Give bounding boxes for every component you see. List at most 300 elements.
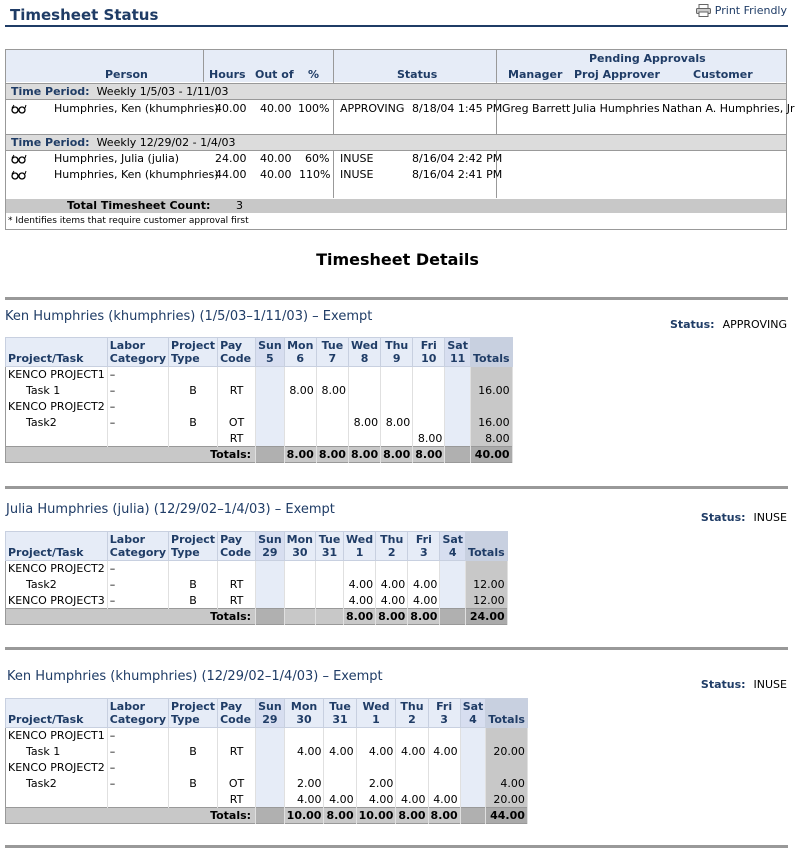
row-total-cell: 12.00 [466,577,508,593]
hours-cell [284,577,315,593]
percent-value: 110% [299,168,331,181]
hours-cell [460,776,486,792]
day-total-cell: 8.00 [324,808,356,824]
hours-cell [316,367,348,383]
task-cell: KENCO PROJECT2 [6,561,108,577]
totals-label: Totals: [6,447,256,463]
col-person: Person [105,68,148,81]
day-total-cell: 8.00 [344,609,376,625]
totals-row [6,609,508,625]
table-row [6,367,513,383]
hours-cell [256,367,285,383]
hours-cell [381,399,413,415]
hours-cell [428,776,460,792]
col-pay-code: Pay Code [218,338,256,367]
hours-cell [445,399,471,415]
hours-cell [316,415,348,431]
hours-cell [316,561,344,577]
out-of-value: 40.00 [260,152,292,165]
labor-cell [107,431,168,447]
labor-cell: – [107,383,168,399]
hours-cell: 4.00 [376,577,408,593]
col-day: Mon 30 [284,699,324,728]
col-customer: Customer [693,68,753,81]
hours-cell: 4.00 [408,593,440,609]
hours-cell [324,776,356,792]
timesheet-status [701,511,787,524]
project-type-cell: B [169,577,218,593]
project-type-cell [169,728,218,744]
col-totals: Totals [486,699,528,728]
pay-code-cell: RT [218,431,256,447]
time-period-value: Weekly 1/5/03 - 1/11/03 [96,85,229,98]
col-project-task: Project/Task [6,532,108,561]
col-day: Tue 31 [316,532,344,561]
col-day: Fri 10 [413,338,445,367]
labor-cell: – [107,593,168,609]
hours-cell: 4.00 [284,792,324,808]
totals-label: Totals: [6,808,256,824]
col-day: Sat 4 [460,699,486,728]
hours-cell [284,431,316,447]
project-type-cell: B [169,593,218,609]
table-row [6,577,508,593]
pay-code-cell [218,561,256,577]
col-day: Thu 9 [381,338,413,367]
project-type-cell [169,760,218,776]
col-percent: % [308,68,320,81]
col-project-task: Project/Task [6,699,108,728]
hours-cell [381,367,413,383]
labor-cell: – [107,367,168,383]
col-labor-category: Labor Category [107,532,168,561]
hours-cell [316,593,344,609]
col-day: Thu 2 [396,699,428,728]
time-period-row [6,83,786,100]
totals-row [6,447,513,463]
time-period-label: Time Period: [11,136,90,149]
col-out-of: Out of [255,68,294,81]
out-of-value: 40.00 [260,102,292,115]
labor-cell: – [107,760,168,776]
pay-code-cell: RT [218,593,256,609]
hours-cell [348,367,380,383]
timesheet-detail-table [5,531,508,625]
task-cell: Task2 [6,415,108,431]
status-row[interactable] [6,167,786,183]
day-total-cell: 8.00 [408,609,440,625]
day-total-cell [440,609,466,625]
hours-cell [256,593,285,609]
totals-label: Totals: [6,609,256,625]
employee-timesheet-title[interactable]: Ken Humphries (khumphries) (12/29/02–1/4/03) – Exempt [7,669,383,684]
timesheet-status-table [5,49,795,230]
task-cell: Task 1 [6,744,108,760]
hours-cell [413,383,445,399]
day-total-cell [445,447,471,463]
person-name[interactable]: Humphries, Ken (khumphries) [54,168,219,181]
day-total-cell: 8.00 [381,447,413,463]
col-project-type: Project Type [169,532,218,561]
hours-cell [381,431,413,447]
project-type-cell [169,792,218,808]
hours-cell [316,431,348,447]
col-day: Sat 11 [445,338,471,367]
status-label: Status: [700,678,746,691]
pay-code-cell [218,760,256,776]
row-total-cell [466,561,508,577]
status-row[interactable] [6,151,786,167]
pay-code-cell: OT [218,776,256,792]
status-row[interactable] [6,101,795,117]
grand-total-cell: 24.00 [466,609,508,625]
col-day: Wed 1 [356,699,396,728]
hours-cell: 8.00 [381,415,413,431]
hours-cell [256,728,285,744]
hours-cell: 4.00 [428,744,460,760]
day-total-cell: 8.00 [376,609,408,625]
col-day: Fri 3 [408,532,440,561]
manager-value: Greg Barrett [502,102,571,115]
grand-total-cell: 40.00 [470,447,512,463]
hours-cell [284,561,315,577]
row-total-cell [470,367,512,383]
hours-cell [256,792,285,808]
hours-cell [284,760,324,776]
row-total-cell [470,399,512,415]
hours-cell: 4.00 [376,593,408,609]
timesheet-detail-table [5,698,528,824]
status-date: 8/18/04 1:45 PM [412,102,503,115]
table-row [6,593,508,609]
hours-cell: 4.00 [324,744,356,760]
pay-code-cell [218,728,256,744]
labor-cell: – [107,776,168,792]
hours-cell [396,760,428,776]
col-day: Fri 3 [428,699,460,728]
detail-header-row [6,338,513,367]
row-total-cell: 12.00 [466,593,508,609]
hours-cell: 8.00 [316,383,348,399]
time-period-value: Weekly 12/29/02 - 1/4/03 [96,136,236,149]
task-cell: KENCO PROJECT2 [6,760,108,776]
hours-cell [460,792,486,808]
col-project-type: Project Type [169,338,218,367]
hours-cell [316,399,348,415]
col-day: Sun 29 [256,532,285,561]
pay-code-cell: RT [218,577,256,593]
hours-cell [256,399,285,415]
row-total-cell: 20.00 [486,792,528,808]
detail-header-row [6,532,508,561]
hours-cell [344,561,376,577]
print-friendly-link[interactable] [696,4,787,17]
customer-value: Nathan A. Humphries, Jr [662,102,795,115]
hours-cell: 4.00 [428,792,460,808]
hours-cell: 4.00 [408,577,440,593]
status-value: APPROVING [340,102,405,115]
view-glasses-icon[interactable] [11,167,27,183]
pay-code-cell: RT [218,383,256,399]
pay-code-cell: RT [218,792,256,808]
col-labor-category: Labor Category [107,699,168,728]
col-day: Thu 2 [376,532,408,561]
status-date: 8/16/04 2:41 PM [412,168,503,181]
employee-timesheet-title[interactable]: Ken Humphries (khumphries) (1/5/03–1/11/03) – Exempt [5,309,373,324]
row-total-cell: 20.00 [486,744,528,760]
row-total-cell [486,728,528,744]
col-totals: Totals [466,532,508,561]
status-table-header [6,50,786,82]
labor-cell: – [107,744,168,760]
hours-cell [348,383,380,399]
task-cell [6,431,108,447]
labor-cell: – [107,399,168,415]
task-cell: KENCO PROJECT3 [6,593,108,609]
table-row [6,415,513,431]
row-total-cell: 4.00 [486,776,528,792]
hours-cell [408,561,440,577]
project-type-cell: B [169,744,218,760]
day-total-cell: 10.00 [356,808,396,824]
day-total-cell: 10.00 [284,808,324,824]
table-row [6,383,513,399]
col-manager: Manager [508,68,563,81]
hours-cell: 4.00 [344,593,376,609]
hours-cell [356,728,396,744]
print-friendly-label[interactable]: Print Friendly [714,4,787,17]
project-type-cell [169,399,218,415]
hours-cell [440,593,466,609]
table-row [6,431,513,447]
day-total-cell: 8.00 [413,447,445,463]
hours-cell [348,431,380,447]
hours-cell [256,760,285,776]
section-rule [5,297,788,300]
hours-value: 40.00 [215,102,247,115]
day-total-cell: 8.00 [348,447,380,463]
hours-cell [256,577,285,593]
labor-cell [107,792,168,808]
hours-cell [445,383,471,399]
col-day: Mon 6 [284,338,316,367]
grand-total-cell: 44.00 [486,808,528,824]
view-glasses-icon[interactable] [11,101,27,117]
row-total-cell: 8.00 [470,431,512,447]
employee-timesheet-title[interactable]: Julia Humphries (julia) (12/29/02–1/4/03) – Exempt [6,502,335,517]
col-day: Sun 5 [256,338,285,367]
section-rule [5,486,788,489]
day-total-cell [256,808,285,824]
col-day: Sat 4 [440,532,466,561]
hours-cell [428,760,460,776]
day-total-cell: 8.00 [396,808,428,824]
totals-row [6,808,528,824]
detail-header-row [6,699,528,728]
hours-cell: 4.00 [396,744,428,760]
day-total-cell [256,447,285,463]
total-count-value: 3 [236,199,243,212]
person-name[interactable]: Humphries, Julia (julia) [54,152,180,165]
table-row [6,792,528,808]
task-cell: Task 1 [6,383,108,399]
col-day: Tue 7 [316,338,348,367]
col-day: Tue 31 [324,699,356,728]
col-proj-approver: Proj Approver [574,68,660,81]
hours-cell [396,728,428,744]
proj-approver-value: Julia Humphries [573,102,660,115]
hours-cell: 4.00 [396,792,428,808]
day-total-cell [460,808,486,824]
day-total-cell: 8.00 [284,447,316,463]
col-status: Status [397,68,438,81]
labor-cell: – [107,577,168,593]
hours-cell [428,728,460,744]
hours-cell [440,577,466,593]
hours-cell [460,760,486,776]
footnote: * Identifies items that require customer approval first [8,216,249,226]
col-day: Mon 30 [284,532,315,561]
col-day: Wed 8 [348,338,380,367]
percent-value: 60% [305,152,330,165]
hours-cell [284,415,316,431]
col-project-task: Project/Task [6,338,108,367]
hours-cell [284,399,316,415]
task-cell: Task2 [6,776,108,792]
hours-cell [381,383,413,399]
hours-cell [256,776,285,792]
table-row [6,744,528,760]
col-totals: Totals [470,338,512,367]
hours-cell: 4.00 [324,792,356,808]
page-title: Timesheet Status [10,6,159,24]
table-row [6,561,508,577]
task-cell: KENCO PROJECT1 [6,367,108,383]
printer-icon [696,4,711,17]
hours-cell [460,744,486,760]
hours-cell [413,399,445,415]
hours-cell: 8.00 [413,431,445,447]
hours-cell [445,367,471,383]
hours-cell: 2.00 [356,776,396,792]
view-glasses-icon[interactable] [11,151,27,167]
hours-cell: 2.00 [284,776,324,792]
status-value: INUSE [340,168,374,181]
status-label: Status: [700,511,746,524]
task-cell: Task2 [6,577,108,593]
timesheet-status [670,318,787,331]
total-count-label: Total Timesheet Count: [67,199,211,212]
pay-code-cell: OT [218,415,256,431]
pending-approvals-heading: Pending Approvals [589,52,706,65]
task-cell [6,792,108,808]
section-rule [5,845,788,848]
section-rule [5,647,788,650]
timesheet-detail-table [5,337,513,463]
hours-cell [445,431,471,447]
col-hours: Hours [209,68,246,81]
status-value: APPROVING [722,318,787,331]
hours-cell: 8.00 [284,383,316,399]
col-day: Sun 29 [256,699,285,728]
col-pay-code: Pay Code [218,699,256,728]
labor-cell: – [107,561,168,577]
col-labor-category: Labor Category [107,338,168,367]
hours-cell: 4.00 [356,744,396,760]
total-count-row [6,199,786,213]
pay-code-cell [218,399,256,415]
hours-value: 24.00 [215,152,247,165]
day-total-cell: 8.00 [428,808,460,824]
hours-cell: 4.00 [284,744,324,760]
hours-cell [413,367,445,383]
hours-value: 44.00 [215,168,247,181]
col-pay-code: Pay Code [218,532,256,561]
project-type-cell [169,561,218,577]
day-total-cell [284,609,315,625]
project-type-cell: B [169,776,218,792]
hours-cell [460,728,486,744]
status-date: 8/16/04 2:42 PM [412,152,503,165]
hours-cell: 8.00 [348,415,380,431]
table-row [6,776,528,792]
task-cell: KENCO PROJECT1 [6,728,108,744]
table-row [6,760,528,776]
col-day: Wed 1 [344,532,376,561]
status-label: Status: [669,318,715,331]
day-total-cell [316,609,344,625]
table-row [6,728,528,744]
labor-cell: – [107,415,168,431]
timesheet-status [701,678,787,691]
project-type-cell [169,431,218,447]
time-period-label: Time Period: [11,85,90,98]
time-period-row [6,134,786,151]
row-total-cell: 16.00 [470,383,512,399]
hours-cell [256,383,285,399]
hours-cell [256,415,285,431]
percent-value: 100% [298,102,330,115]
status-value: INUSE [753,678,787,691]
hours-cell [413,415,445,431]
project-type-cell: B [169,383,218,399]
day-total-cell [256,609,285,625]
hours-cell [256,431,285,447]
pay-code-cell [218,367,256,383]
out-of-value: 40.00 [260,168,292,181]
hours-cell [256,561,285,577]
status-value: INUSE [340,152,374,165]
hours-cell: 4.00 [344,577,376,593]
hours-cell [284,367,316,383]
task-cell: KENCO PROJECT2 [6,399,108,415]
header-rule [5,25,788,27]
person-name[interactable]: Humphries, Ken (khumphries) [54,102,219,115]
project-type-cell: B [169,415,218,431]
hours-cell [348,399,380,415]
status-value: INUSE [753,511,787,524]
day-total-cell: 8.00 [316,447,348,463]
project-type-cell [169,367,218,383]
hours-cell [284,593,315,609]
hours-cell [324,760,356,776]
hours-cell [440,561,466,577]
pay-code-cell: RT [218,744,256,760]
hours-cell: 4.00 [356,792,396,808]
labor-cell: – [107,728,168,744]
hours-cell [396,776,428,792]
table-row [6,399,513,415]
